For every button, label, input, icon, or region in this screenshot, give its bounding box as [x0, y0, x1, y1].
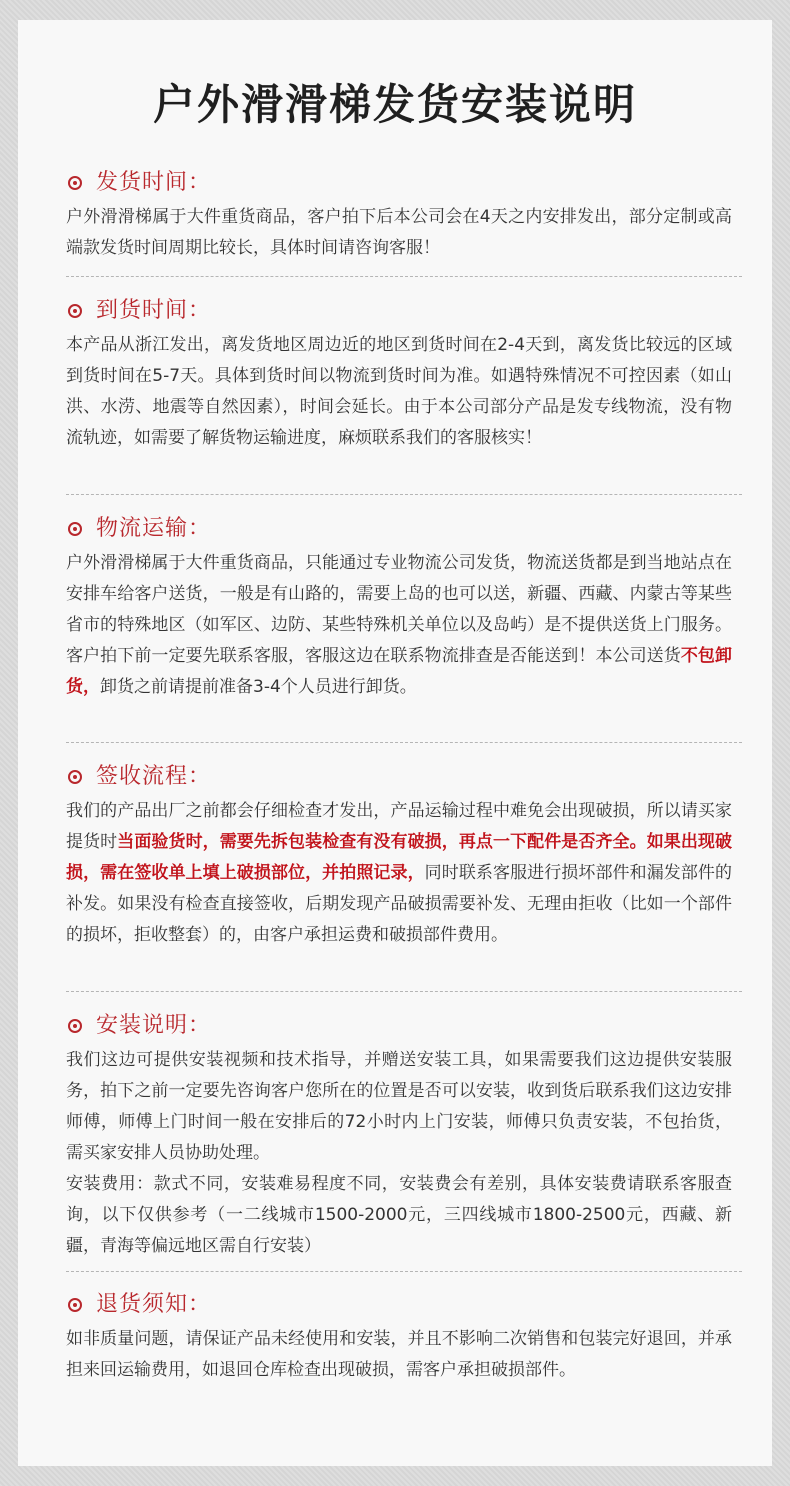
target-icon — [68, 176, 82, 190]
section-divider — [66, 742, 742, 743]
section-heading — [66, 1288, 732, 1322]
paragraph-text: 户外滑滑梯属于大件重货商品，只能通过专业物流公司发货，物流送货都是到当地站点在安排车给客户送货，一般是有山路的，需要上岛的也可以送，新疆、西藏、内蒙古等某些省市的特殊地区（如军区、边防、某些特殊机关单位以及岛屿）是不提供送货上门服务。客户拍下前一定要先联系客服，客服这边在联系物流排查是否能送到！本公司送货 — [66, 553, 732, 666]
page-title: 户外滑滑梯发货安装说明 — [152, 80, 637, 129]
section-title: 物流运输： — [96, 516, 212, 541]
section-heading — [66, 166, 732, 200]
section-heading — [66, 1009, 732, 1043]
target-icon — [68, 1019, 82, 1033]
paragraph-text: 同时联系客服进行损坏部件和漏发部件的补发。如果没有检查直接签收，后期发现产品破损需要补发、无理由拒收（比如一个部件的损坏，拒收整套）的，由客户承担运费和破损部件费用。 — [66, 863, 733, 945]
section-shipping-time — [66, 166, 732, 264]
section-paragraph — [66, 548, 732, 703]
section-title: 安装说明： — [96, 1013, 212, 1038]
section-title: 签收流程： — [96, 764, 212, 789]
section-installation — [66, 1009, 732, 1262]
section-title: 退货须知： — [96, 1292, 212, 1317]
section-paragraph — [66, 330, 732, 454]
section-arrival-time — [66, 294, 732, 454]
paragraph-text: 户外滑滑梯属于大件重货商品，客户拍下后本公司会在4天之内安排发出，部分定制或高端款发货时间周期比较长，具体时间请咨询客服！ — [66, 207, 732, 258]
section-logistics — [66, 512, 732, 703]
section-return-policy — [66, 1288, 732, 1386]
target-icon — [68, 770, 82, 784]
section-divider — [66, 1271, 742, 1272]
section-paragraph — [66, 202, 732, 264]
section-title: 到货时间： — [96, 298, 212, 323]
section-divider — [66, 276, 742, 277]
highlight-text: 当面验货时，需要先拆包装检查有没有破损，再点一下配件是否齐全。如果出现破损，需在签收单上填上破损部位，并拍照记录， — [66, 832, 733, 883]
paragraph-text: 本产品从浙江发出，离发货地区周边近的地区到货时间在2-4天到，离发货比较远的区域到货时间在5-7天。具体到货时间以物流到货时间为准。如遇特殊情况不可控因素（如山洪、水涝、地震等自然因素），时间会延长。由于本公司部分产品是发专线物流，没有物流轨迹，如需要了解货物运输进度，麻烦联系我们的客服核实！ — [66, 335, 732, 448]
section-title: 发货时间： — [96, 170, 212, 195]
section-heading — [66, 760, 732, 794]
section-paragraph — [66, 1324, 732, 1386]
target-icon — [68, 1298, 82, 1312]
highlight-text: 不包卸货， — [66, 646, 733, 697]
paragraph-text: 如非质量问题，请保证产品未经使用和安装，并且不影响二次销售和包装完好退回，并承担来回运输费用，如退回仓库检查出现破损，需客户承担破损部件。 — [66, 1329, 732, 1380]
section-paragraph-fee — [66, 1169, 732, 1262]
section-heading — [66, 512, 732, 546]
paragraph-text: 我们这边可提供安装视频和技术指导，并赠送安装工具，如果需要我们这边提供安装服务，拍下之前一定要先咨询客户您所在的位置是否可以安装，收到货后联系我们这边安排师傅，师傅上门时间一般在安排后的72小时内上门安装，师傅只负责安装，不包抬货，需买家安排人员协助处理。 — [66, 1050, 732, 1163]
section-paragraph — [66, 1045, 732, 1169]
target-icon — [68, 522, 82, 536]
paragraph-text: 安装费用：款式不同，安装难易程度不同，安装费会有差别，具体安装费请联系客服查询，以下仅供参考（一二线城市1500-2000元，三四线城市1800-2500元，西藏、新疆，青海等偏远地区需自行安装） — [66, 1174, 732, 1256]
section-heading — [66, 294, 732, 328]
section-divider — [66, 991, 742, 992]
section-paragraph — [66, 796, 732, 951]
paragraph-text: 我们的产品出厂之前都会仔细检查才发出，产品运输过程中难免会出现破损，所以请买家提货时 — [66, 801, 732, 852]
target-icon — [68, 304, 82, 318]
section-signing-process — [66, 760, 732, 951]
paragraph-text: 卸货之前请提前准备3-4个人员进行卸货。 — [100, 677, 417, 697]
section-divider — [66, 494, 742, 495]
